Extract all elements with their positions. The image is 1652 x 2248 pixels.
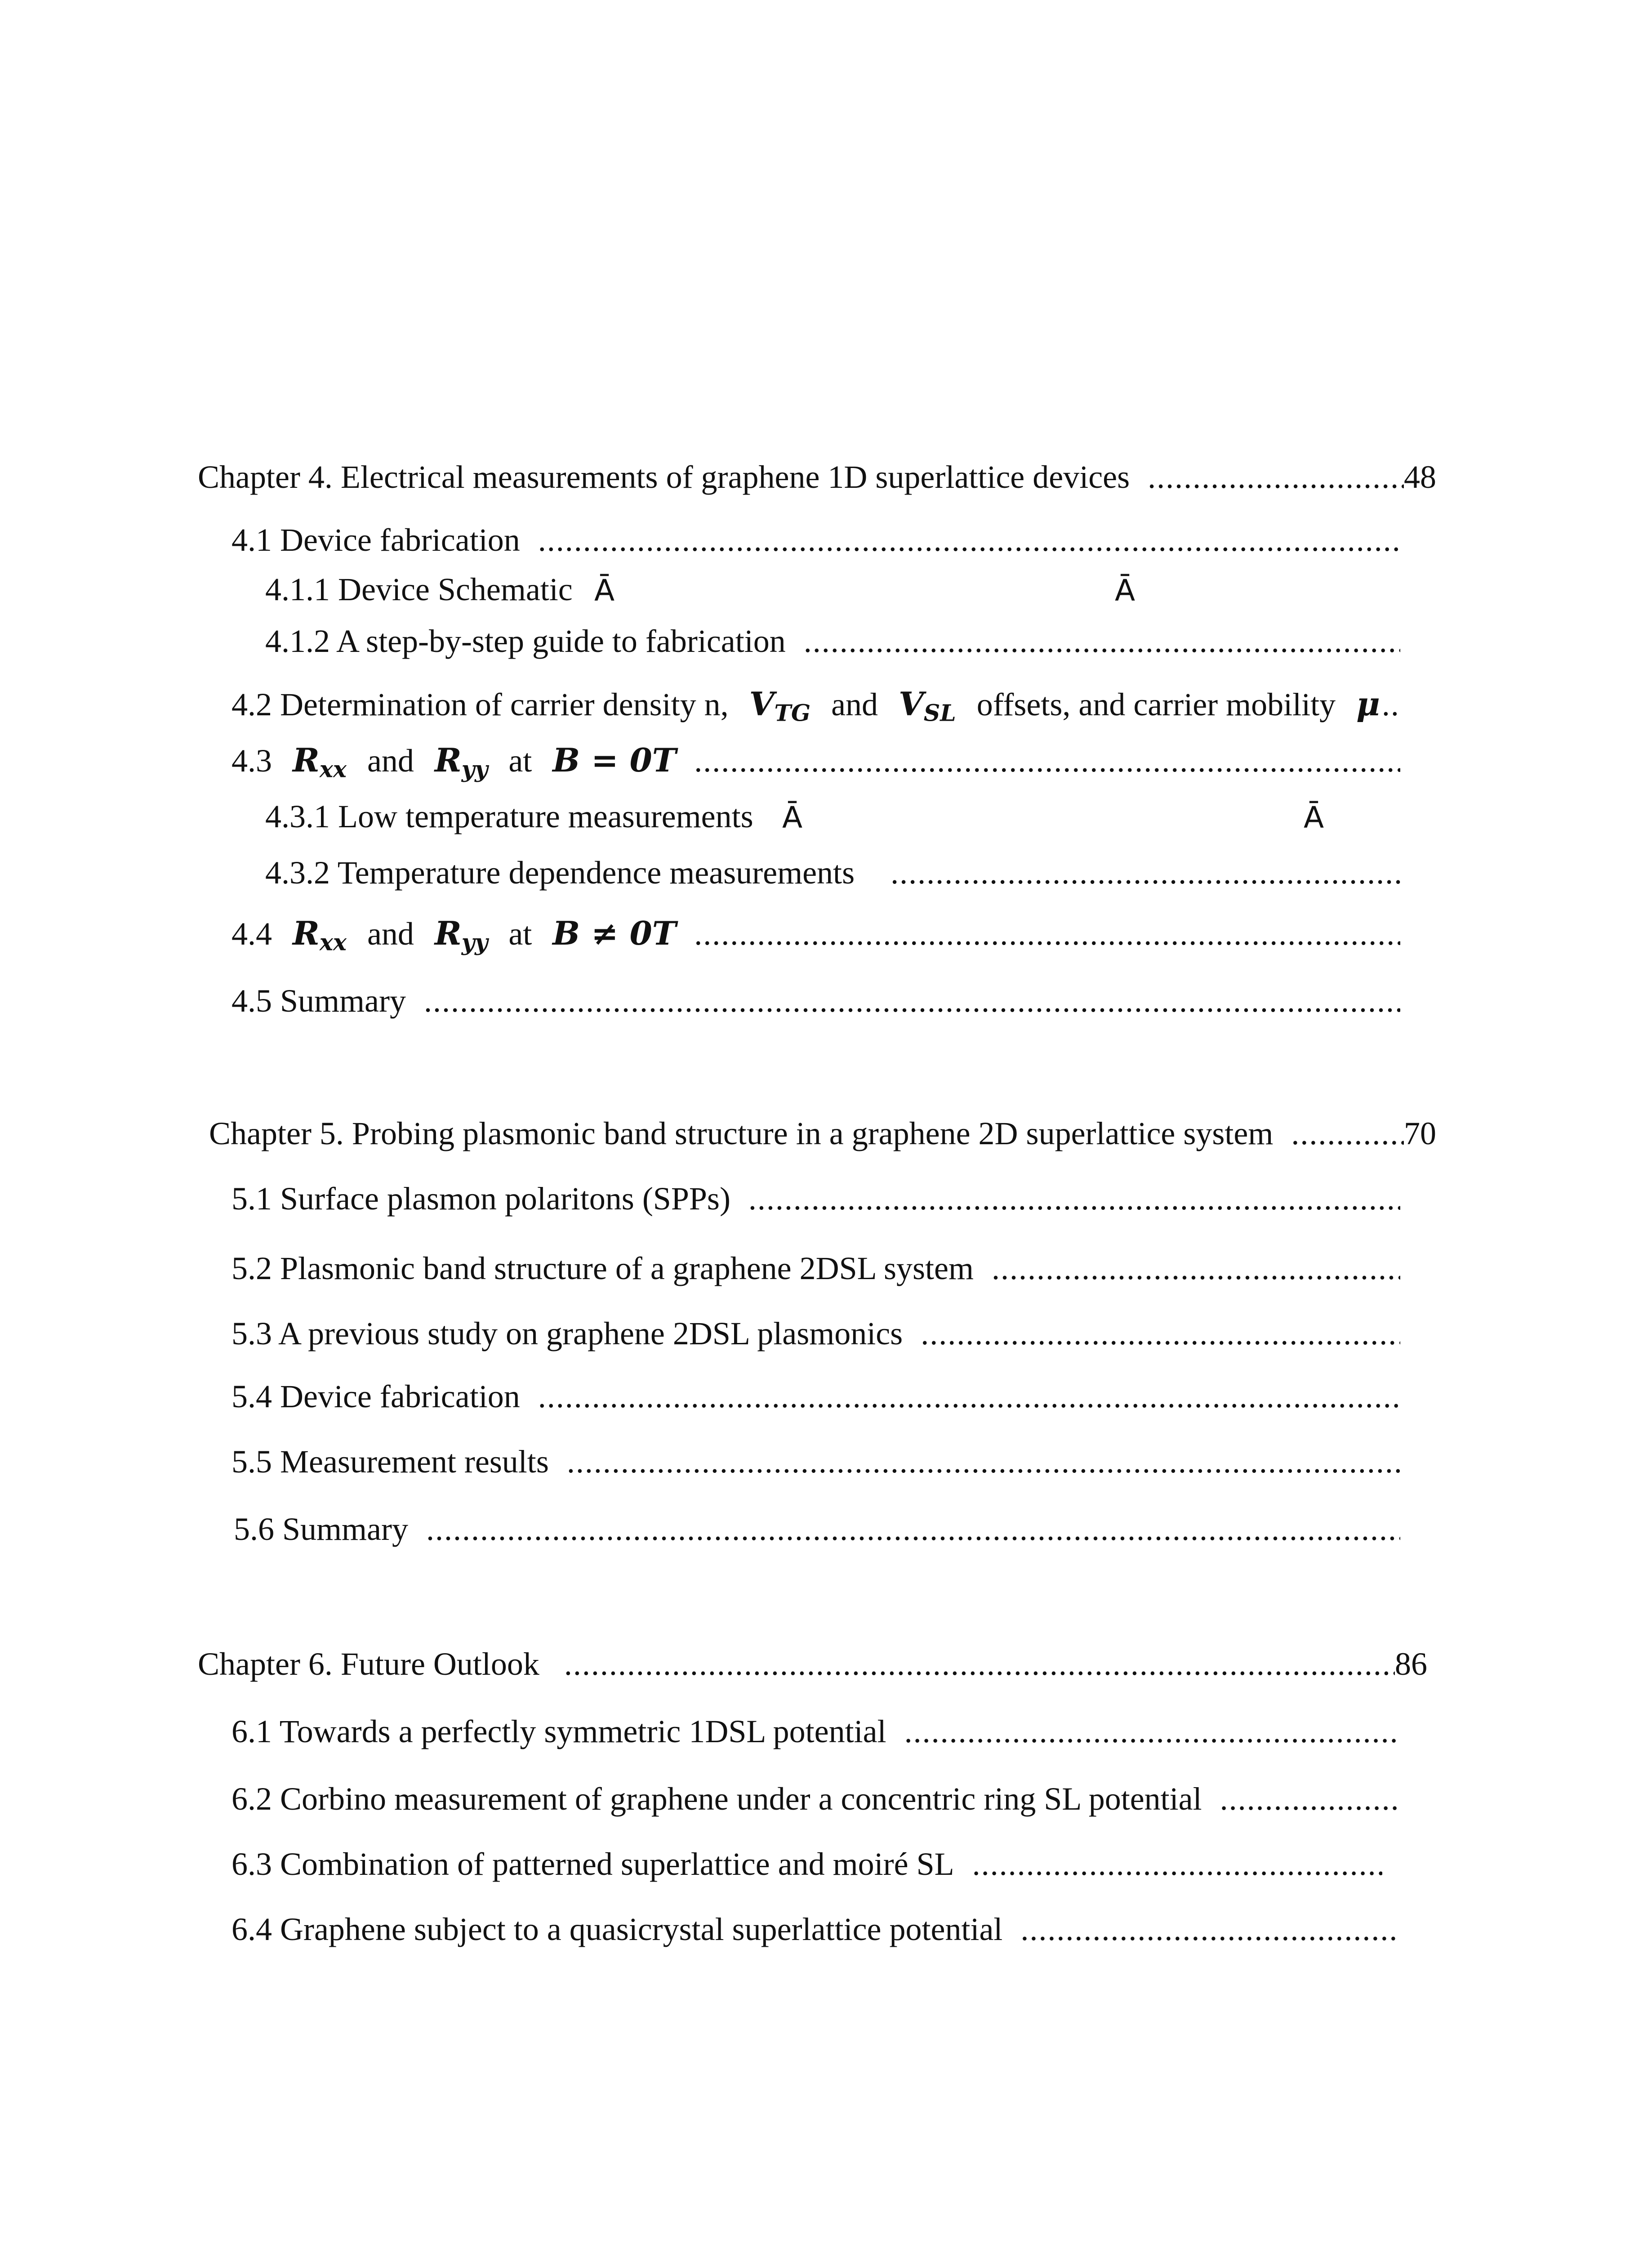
toc-entry-title: 6.3 Combination of patterned superlattice and moiré SL [232,1846,954,1882]
toc-entry-title: 6.2 Corbino measurement of graphene under a concentric ring SL potential [232,1781,1202,1817]
toc-entry-6-4 [232,1913,1400,1945]
toc-chapter-5 [209,1117,1436,1150]
math-mu: μ [1356,685,1380,723]
toc-entry-4-1-2 [265,625,1400,657]
math-v-sl [899,685,956,727]
math-subscript: xx [319,756,347,783]
entry-text: at [508,916,532,952]
toc-entry-title: 5.5 Measurement results [232,1444,549,1480]
math-v-tg [749,685,811,727]
toc-entry-title: 4.1.2 A step-by-step guide to fabrication [265,623,786,659]
toc-page-number: 86 [1395,1646,1427,1682]
entry-number: 4.4 [232,916,272,952]
toc-entry-4-1-1 [265,573,715,606]
dot-leader [921,1317,1400,1350]
toc-page-number: 70 [1404,1115,1436,1151]
math-symbol: R [293,741,320,779]
entry-text: 4.2 Determination of carrier density n, [232,687,729,723]
toc-chapter-6 [198,1648,1427,1680]
toc-entry-title: 5.4 Device fabrication [232,1378,520,1414]
toc-entry-title: 4.1 Device fabrication [232,522,520,558]
math-condition: B = 0T [552,741,677,779]
toc-entry-6-2 [232,1783,1400,1815]
math-condition: B ≠ 0T [552,914,677,952]
dot-leader [694,918,1400,950]
dot-leader [1220,1783,1400,1815]
toc-entry-title: 5.1 Surface plasmon polaritons (SPPs) [232,1181,730,1217]
math-r-yy [434,741,488,783]
dot-leader [694,745,1400,777]
math-subscript: TG [774,700,811,727]
toc-entry-title [232,685,1380,727]
dot-leader [992,1252,1400,1285]
toc-entry-4-1 [232,524,1400,556]
toc-entry-title: 4.1.1 Device Schematic [265,571,573,607]
toc-entry-5-4 [232,1380,1400,1413]
math-symbol: V [749,685,775,723]
toc-entry-5-1 [232,1182,1400,1215]
math-symbol: R [293,914,320,952]
dot-leader [904,1715,1400,1748]
toc-entry-title [232,914,677,956]
placeholder-glyph: Ā [1304,800,1324,835]
dot-leader [567,1445,1400,1478]
dot-leader [538,524,1400,556]
toc-entry-5-2 [232,1252,1400,1285]
placeholder-glyph: Ā [1115,573,1135,608]
toc-entry-title: 4.3.2 Temperature dependence measurements [265,855,855,891]
toc-entry-4-3-2 [265,856,1400,889]
math-symbol: R [434,914,462,952]
math-r-yy [434,914,488,956]
toc-entry-title [232,741,677,783]
toc-entry-4-4 [232,914,1400,956]
entry-text: at [508,743,532,779]
dot-leader [972,1848,1382,1880]
math-r-xx [293,914,347,956]
toc-entry-title: 5.2 Plasmonic band structure of a graphene 2DSL system [232,1250,974,1286]
toc-entry-5-3 [232,1317,1400,1350]
math-subscript: yy [461,929,488,956]
entry-number: 4.3 [232,743,272,779]
toc-entry-4-3-1 [265,800,805,833]
dot-leader [1291,1117,1404,1150]
toc-entry-title: 6.4 Graphene subject to a quasicrystal superlattice potential [232,1911,1003,1947]
dot-leader [1148,461,1404,493]
toc-chapter-title: Chapter 6. Future Outlook [198,1646,539,1682]
entry-text: and [367,916,414,952]
dot-leader [748,1182,1400,1215]
toc-chapter-title: Chapter 4. Electrical measurements of graphene 1D superlattice devices [198,459,1130,495]
toc-entry-title: 5.6 Summary [234,1511,408,1547]
dot-leader [564,1648,1395,1680]
math-symbol: R [434,741,462,779]
entry-text: and [367,743,414,779]
entry-text: offsets, and carrier mobility [976,687,1336,723]
toc-entry-title: 6.1 Towards a perfectly symmetric 1DSL potential [232,1713,886,1749]
entry-text: and [831,687,878,723]
toc-entry-5-5 [232,1445,1400,1478]
toc-entry-4-2 [232,685,1400,727]
placeholder-glyph: Ā [782,800,803,835]
toc-chapter-4 [198,461,1436,493]
math-symbol: V [899,685,924,723]
toc-page-number: 48 [1404,459,1436,495]
dot-leader [426,1513,1400,1545]
toc-entry-5-6 [234,1513,1400,1545]
toc-chapter-title: Chapter 5. Probing plasmonic band structure in a graphene 2D superlattice system [209,1115,1274,1151]
math-r-xx [293,741,347,783]
placeholder-glyph: Ā [594,573,615,608]
toc-entry-4-3 [232,741,1400,783]
math-subscript: SL [923,700,956,727]
math-subscript: xx [319,929,347,956]
toc-entry-title: 4.5 Summary [232,983,406,1019]
toc-entry-6-3 [232,1848,1382,1880]
dot-leader [891,856,1400,889]
toc-entry-title: 4.3.1 Low temperature measurements [265,798,753,834]
dot-leader [804,625,1400,657]
dot-leader [1020,1913,1400,1945]
math-subscript: yy [461,756,488,783]
toc-entry-6-1 [232,1715,1400,1748]
dot-leader [538,1380,1400,1413]
dot-leader [1382,688,1400,721]
toc-entry-title: 5.3 A previous study on graphene 2DSL plasmonics [232,1316,903,1351]
dot-leader [424,985,1400,1017]
toc-entry-4-5 [232,985,1400,1017]
